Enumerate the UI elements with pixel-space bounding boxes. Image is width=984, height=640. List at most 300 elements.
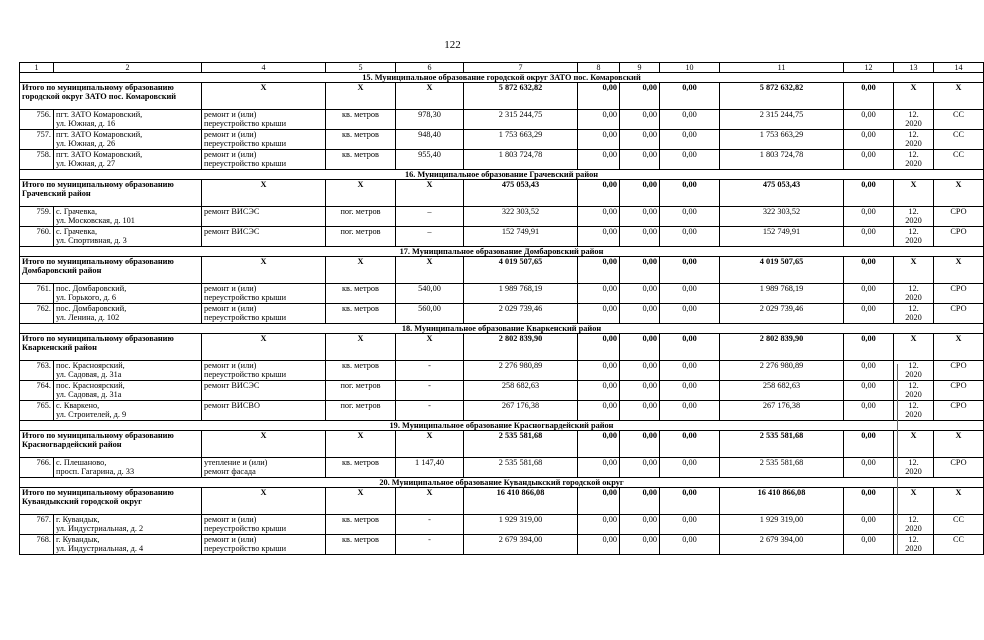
table-row — [20, 401, 984, 421]
value-cell: 0,00 — [578, 401, 620, 421]
total-row — [20, 334, 984, 361]
table-row — [20, 381, 984, 401]
work-type — [202, 110, 326, 130]
cost-sum: 2 535 581,68 — [720, 458, 844, 478]
quantity: - — [396, 381, 464, 401]
total-cell: 0,00 — [660, 488, 720, 515]
unit: кв. метров — [326, 130, 396, 150]
value-cell: 0,00 — [620, 284, 660, 304]
deadline — [894, 381, 934, 401]
total-cell: X — [326, 488, 396, 515]
deadline — [894, 515, 934, 535]
address — [54, 361, 202, 381]
row-number: 758. — [20, 150, 54, 170]
value-cell: 0,00 — [620, 515, 660, 535]
cost-sum: 1 929 319,00 — [720, 515, 844, 535]
total-cell: X — [202, 83, 326, 110]
value-cell: 0,00 — [844, 401, 894, 421]
work-type-line2: переустройство крыши — [204, 139, 287, 148]
total-row — [20, 431, 984, 458]
address — [54, 304, 202, 324]
total-cell: X — [894, 180, 934, 207]
deadline-line1: 12. — [908, 535, 919, 544]
value-cell: 0,00 — [844, 515, 894, 535]
total-cell: 0,00 — [578, 180, 620, 207]
work-type-line2: переустройство крыши — [204, 524, 287, 533]
value-cell: 0,00 — [844, 284, 894, 304]
scan-edge-line — [897, 364, 898, 554]
column-number: 5 — [326, 63, 396, 73]
deadline-line1: 12. — [908, 130, 919, 139]
total-cell: X — [396, 431, 464, 458]
value-cell: 0,00 — [844, 130, 894, 150]
deadline-line1: 12. — [908, 361, 919, 370]
total-cell: X — [894, 83, 934, 110]
total-row — [20, 257, 984, 284]
address — [54, 284, 202, 304]
value-cell: 0,00 — [620, 227, 660, 247]
row-number: 766. — [20, 458, 54, 478]
address-line1: пгт. ЗАТО Комаровский, — [56, 130, 143, 139]
value-cell: 0,00 — [620, 381, 660, 401]
work-type — [202, 284, 326, 304]
work-type-line1: ремонт ВИСВО — [204, 401, 260, 410]
address-line2: ул. Индустриальная, д. 2 — [56, 524, 144, 533]
total-cell: X — [894, 488, 934, 515]
deadline-line1: 12. — [908, 401, 919, 410]
address-line2: ул. Южная, д. 26 — [56, 139, 116, 148]
unit: кв. метров — [326, 284, 396, 304]
total-label: Итого по муниципальному образованию Домбаровский район — [20, 257, 202, 284]
value-cell: 0,00 — [620, 150, 660, 170]
deadline-line2: 2020 — [905, 293, 922, 302]
cost: 2 276 980,89 — [464, 361, 578, 381]
deadline-line1: 12. — [908, 227, 919, 236]
unit: кв. метров — [326, 458, 396, 478]
cost: 267 176,38 — [464, 401, 578, 421]
row-number: 764. — [20, 381, 54, 401]
address — [54, 130, 202, 150]
address — [54, 401, 202, 421]
deadline-line1: 12. — [908, 304, 919, 313]
method: СРО — [934, 381, 984, 401]
column-number: 8 — [578, 63, 620, 73]
work-type-line1: ремонт и (или) — [204, 150, 257, 159]
total-cell: X — [326, 83, 396, 110]
address-line2: ул. Спортивная, д. 3 — [56, 236, 127, 245]
deadline-line2: 2020 — [905, 544, 922, 553]
value-cell: 0,00 — [620, 304, 660, 324]
quantity: 540,00 — [396, 284, 464, 304]
column-number: 10 — [660, 63, 720, 73]
cost: 1 929 319,00 — [464, 515, 578, 535]
value-cell: 0,00 — [844, 381, 894, 401]
cost-sum: 1 753 663,29 — [720, 130, 844, 150]
value-cell: 0,00 — [660, 150, 720, 170]
column-number: 13 — [894, 63, 934, 73]
deadline — [894, 361, 934, 381]
total-cell: X — [396, 83, 464, 110]
total-cell: X — [396, 180, 464, 207]
address-line1: пос. Красноярский, — [56, 381, 125, 390]
value-cell: 0,00 — [660, 130, 720, 150]
work-type-line1: ремонт ВИСЭС — [204, 227, 260, 236]
deadline — [894, 535, 934, 555]
deadline-line1: 12. — [908, 515, 919, 524]
total-cell: 0,00 — [844, 83, 894, 110]
address-line2: ул. Южная, д. 16 — [56, 119, 116, 128]
work-type-line1: ремонт и (или) — [204, 284, 257, 293]
work-type-line1: ремонт и (или) — [204, 361, 257, 370]
table-row — [20, 130, 984, 150]
work-type-line2: переустройство крыши — [204, 159, 287, 168]
method: СРО — [934, 458, 984, 478]
address-line2: ул. Садовая, д. 31а — [56, 370, 122, 379]
deadline-line1: 12. — [908, 284, 919, 293]
row-number: 756. — [20, 110, 54, 130]
address-line2: ул. Московская, д. 101 — [56, 216, 135, 225]
quantity: - — [396, 401, 464, 421]
section-heading: 16. Муниципальное образование Грачевский район — [20, 170, 984, 180]
deadline-line2: 2020 — [905, 524, 922, 533]
value-cell: 0,00 — [660, 227, 720, 247]
section-heading: 20. Муниципальное образование Кувандыкский городской округ — [20, 478, 984, 488]
work-type-line1: ремонт ВИСЭС — [204, 381, 260, 390]
quantity: 955,40 — [396, 150, 464, 170]
work-type — [202, 361, 326, 381]
value-cell: 0,00 — [660, 401, 720, 421]
deadline — [894, 401, 934, 421]
unit: кв. метров — [326, 361, 396, 381]
total-cell: 0,00 — [578, 431, 620, 458]
total-cell: X — [934, 431, 984, 458]
value-cell: 0,00 — [660, 535, 720, 555]
address — [54, 458, 202, 478]
deadline — [894, 110, 934, 130]
total-cell: X — [396, 334, 464, 361]
total-cell: 0,00 — [844, 488, 894, 515]
page-number: 122 — [444, 39, 461, 51]
table-row — [20, 458, 984, 478]
total-label: Итого по муниципальному образованию городской округ ЗАТО пос. Комаровский — [20, 83, 202, 110]
total-cell: 0,00 — [844, 180, 894, 207]
deadline-line1: 12. — [908, 458, 919, 467]
value-cell: 0,00 — [620, 110, 660, 130]
address — [54, 535, 202, 555]
address-line2: ул. Южная, д. 27 — [56, 159, 116, 168]
row-number: 765. — [20, 401, 54, 421]
cost: 322 303,52 — [464, 207, 578, 227]
cost: 2 535 581,68 — [464, 458, 578, 478]
total-cell: X — [934, 488, 984, 515]
total-cell: X — [326, 257, 396, 284]
work-type — [202, 381, 326, 401]
total-cell: 0,00 — [660, 180, 720, 207]
deadline-line2: 2020 — [905, 139, 922, 148]
deadline-line2: 2020 — [905, 119, 922, 128]
work-type — [202, 150, 326, 170]
address-line1: пгт. ЗАТО Комаровский, — [56, 150, 143, 159]
value-cell: 0,00 — [620, 361, 660, 381]
section-heading: 18. Муниципальное образование Кваркенский район — [20, 324, 984, 334]
deadline — [894, 284, 934, 304]
total-cell: 0,00 — [578, 334, 620, 361]
value-cell: 0,00 — [620, 535, 660, 555]
method: СС — [934, 535, 984, 555]
unit: пог. метров — [326, 381, 396, 401]
total-cell: X — [326, 334, 396, 361]
address-line2: ул. Индустриальная, д. 4 — [56, 544, 144, 553]
address-line1: с. Грачевка, — [56, 207, 98, 216]
address-line1: пос. Красноярский, — [56, 361, 125, 370]
cost-sum: 258 682,63 — [720, 381, 844, 401]
work-type — [202, 304, 326, 324]
value-cell: 0,00 — [844, 207, 894, 227]
total-label: Итого по муниципальному образованию Грачевский район — [20, 180, 202, 207]
total-cell: 0,00 — [660, 431, 720, 458]
total-cell: 0,00 — [620, 488, 660, 515]
deadline-line1: 12. — [908, 207, 919, 216]
total-label: Итого по муниципальному образованию Кувандыкский городской округ — [20, 488, 202, 515]
quantity: - — [396, 361, 464, 381]
column-number: 4 — [202, 63, 326, 73]
address-line2: ул. Ленина, д. 102 — [56, 313, 120, 322]
deadline-line1: 12. — [908, 381, 919, 390]
address-line1: с. Плешаново, — [56, 458, 107, 467]
deadline-line2: 2020 — [905, 159, 922, 168]
work-type-line2: переустройство крыши — [204, 119, 287, 128]
address-line1: с. Кваркено, — [56, 401, 100, 410]
row-number: 761. — [20, 284, 54, 304]
work-type-line1: ремонт и (или) — [204, 304, 257, 313]
method: СС — [934, 150, 984, 170]
total-cell: X — [202, 334, 326, 361]
cost: 1 989 768,19 — [464, 284, 578, 304]
value-cell: 0,00 — [578, 515, 620, 535]
method: СС — [934, 110, 984, 130]
address — [54, 381, 202, 401]
deadline — [894, 227, 934, 247]
total-cell: 0,00 — [844, 431, 894, 458]
total-cell: X — [202, 257, 326, 284]
total-cell: X — [894, 334, 934, 361]
quantity: 948,40 — [396, 130, 464, 150]
quantity: – — [396, 227, 464, 247]
total-cell: X — [202, 488, 326, 515]
total-cost: 16 410 866,08 — [464, 488, 578, 515]
value-cell: 0,00 — [620, 401, 660, 421]
row-number: 763. — [20, 361, 54, 381]
total-cost-sum: 4 019 507,65 — [720, 257, 844, 284]
value-cell: 0,00 — [620, 130, 660, 150]
total-cell: 0,00 — [620, 334, 660, 361]
table-row — [20, 284, 984, 304]
section-heading-row — [20, 247, 984, 257]
table-row — [20, 150, 984, 170]
address-line1: пос. Домбаровский, — [56, 284, 127, 293]
value-cell: 0,00 — [844, 304, 894, 324]
value-cell: 0,00 — [844, 361, 894, 381]
cost-sum: 2 276 980,89 — [720, 361, 844, 381]
address-line2: ул. Горького, д. 6 — [56, 293, 116, 302]
work-type — [202, 130, 326, 150]
value-cell: 0,00 — [620, 458, 660, 478]
total-row — [20, 83, 984, 110]
total-cell: 0,00 — [844, 334, 894, 361]
table-row — [20, 304, 984, 324]
work-type — [202, 227, 326, 247]
work-type-line2: переустройство крыши — [204, 313, 287, 322]
work-type-line2: переустройство крыши — [204, 370, 287, 379]
value-cell: 0,00 — [578, 458, 620, 478]
value-cell: 0,00 — [844, 227, 894, 247]
total-cell: 0,00 — [660, 83, 720, 110]
total-cost: 2 802 839,90 — [464, 334, 578, 361]
method: СРО — [934, 227, 984, 247]
quantity: - — [396, 535, 464, 555]
address — [54, 110, 202, 130]
value-cell: 0,00 — [578, 381, 620, 401]
work-type — [202, 515, 326, 535]
work-type-line1: ремонт и (или) — [204, 535, 257, 544]
cost-sum: 152 749,91 — [720, 227, 844, 247]
cost-sum: 267 176,38 — [720, 401, 844, 421]
unit: кв. метров — [326, 304, 396, 324]
deadline-line2: 2020 — [905, 390, 922, 399]
total-cell: 0,00 — [620, 180, 660, 207]
address-line2: ул. Садовая, д. 31а — [56, 390, 122, 399]
cost-sum: 2 029 739,46 — [720, 304, 844, 324]
quantity: 978,30 — [396, 110, 464, 130]
work-type-line2: ремонт фасада — [204, 467, 256, 476]
cost: 2 679 394,00 — [464, 535, 578, 555]
total-cost: 2 535 581,68 — [464, 431, 578, 458]
deadline-line2: 2020 — [905, 313, 922, 322]
total-cell: X — [894, 257, 934, 284]
address — [54, 227, 202, 247]
section-heading-row — [20, 421, 984, 431]
work-type-line1: утепление и (или) — [204, 458, 268, 467]
total-cell: 0,00 — [578, 488, 620, 515]
total-cell: X — [934, 180, 984, 207]
cost: 1 803 724,78 — [464, 150, 578, 170]
method: СРО — [934, 304, 984, 324]
work-type-line1: ремонт и (или) — [204, 110, 257, 119]
address-line1: г. Кувандык, — [56, 515, 100, 524]
deadline-line2: 2020 — [905, 370, 922, 379]
row-number: 762. — [20, 304, 54, 324]
column-number: 11 — [720, 63, 844, 73]
total-cell: X — [894, 431, 934, 458]
value-cell: 0,00 — [844, 110, 894, 130]
table-row — [20, 535, 984, 555]
work-type — [202, 458, 326, 478]
cost-sum: 1 989 768,19 — [720, 284, 844, 304]
table-row — [20, 227, 984, 247]
total-cell: X — [934, 257, 984, 284]
table-row — [20, 361, 984, 381]
deadline — [894, 458, 934, 478]
section-heading-row — [20, 170, 984, 180]
work-type — [202, 535, 326, 555]
total-cell: 0,00 — [620, 83, 660, 110]
unit: кв. метров — [326, 535, 396, 555]
value-cell: 0,00 — [660, 284, 720, 304]
table-row — [20, 110, 984, 130]
section-heading-row — [20, 73, 984, 83]
cost: 2 029 739,46 — [464, 304, 578, 324]
unit: пог. метров — [326, 401, 396, 421]
address-line1: с. Грачевка, — [56, 227, 98, 236]
column-number-row — [20, 63, 984, 73]
address-line1: пос. Домбаровский, — [56, 304, 127, 313]
column-number: 6 — [396, 63, 464, 73]
work-type-line1: ремонт ВИСЭС — [204, 207, 260, 216]
cost: 152 749,91 — [464, 227, 578, 247]
value-cell: 0,00 — [578, 361, 620, 381]
total-cell: X — [202, 180, 326, 207]
work-type-line2: переустройство крыши — [204, 293, 287, 302]
deadline — [894, 207, 934, 227]
value-cell: 0,00 — [844, 150, 894, 170]
method: СС — [934, 515, 984, 535]
section-heading-row — [20, 478, 984, 488]
column-number: 7 — [464, 63, 578, 73]
total-cost-sum: 5 872 632,82 — [720, 83, 844, 110]
total-cell: X — [934, 83, 984, 110]
column-number: 14 — [934, 63, 984, 73]
deadline-line1: 12. — [908, 110, 919, 119]
total-cell: 0,00 — [620, 257, 660, 284]
total-cell: 0,00 — [578, 83, 620, 110]
cost: 258 682,63 — [464, 381, 578, 401]
table-row — [20, 207, 984, 227]
value-cell: 0,00 — [578, 535, 620, 555]
registry-table — [19, 62, 984, 555]
value-cell: 0,00 — [660, 458, 720, 478]
method: СРО — [934, 361, 984, 381]
total-cost-sum: 16 410 866,08 — [720, 488, 844, 515]
section-heading: 17. Муниципальное образование Домбаровский район — [20, 247, 984, 257]
value-cell: 0,00 — [660, 515, 720, 535]
column-number: 9 — [620, 63, 660, 73]
deadline — [894, 304, 934, 324]
deadline-line2: 2020 — [905, 467, 922, 476]
row-number: 759. — [20, 207, 54, 227]
work-type-line2: переустройство крыши — [204, 544, 287, 553]
deadline-line2: 2020 — [905, 236, 922, 245]
unit: пог. метров — [326, 207, 396, 227]
address — [54, 150, 202, 170]
total-cell: X — [202, 431, 326, 458]
total-cell: 0,00 — [844, 257, 894, 284]
row-number: 757. — [20, 130, 54, 150]
total-cell: X — [396, 488, 464, 515]
value-cell: 0,00 — [578, 110, 620, 130]
total-cell: X — [396, 257, 464, 284]
section-heading: 19. Муниципальное образование Красногвардейский район — [20, 421, 984, 431]
method: СРО — [934, 284, 984, 304]
total-cost: 475 053,43 — [464, 180, 578, 207]
work-type — [202, 207, 326, 227]
total-label: Итого по муниципальному образованию Красногвардейский район — [20, 431, 202, 458]
total-cost: 4 019 507,65 — [464, 257, 578, 284]
value-cell: 0,00 — [660, 304, 720, 324]
row-number: 767. — [20, 515, 54, 535]
value-cell: 0,00 — [660, 110, 720, 130]
total-cell: 0,00 — [660, 334, 720, 361]
total-cost-sum: 475 053,43 — [720, 180, 844, 207]
